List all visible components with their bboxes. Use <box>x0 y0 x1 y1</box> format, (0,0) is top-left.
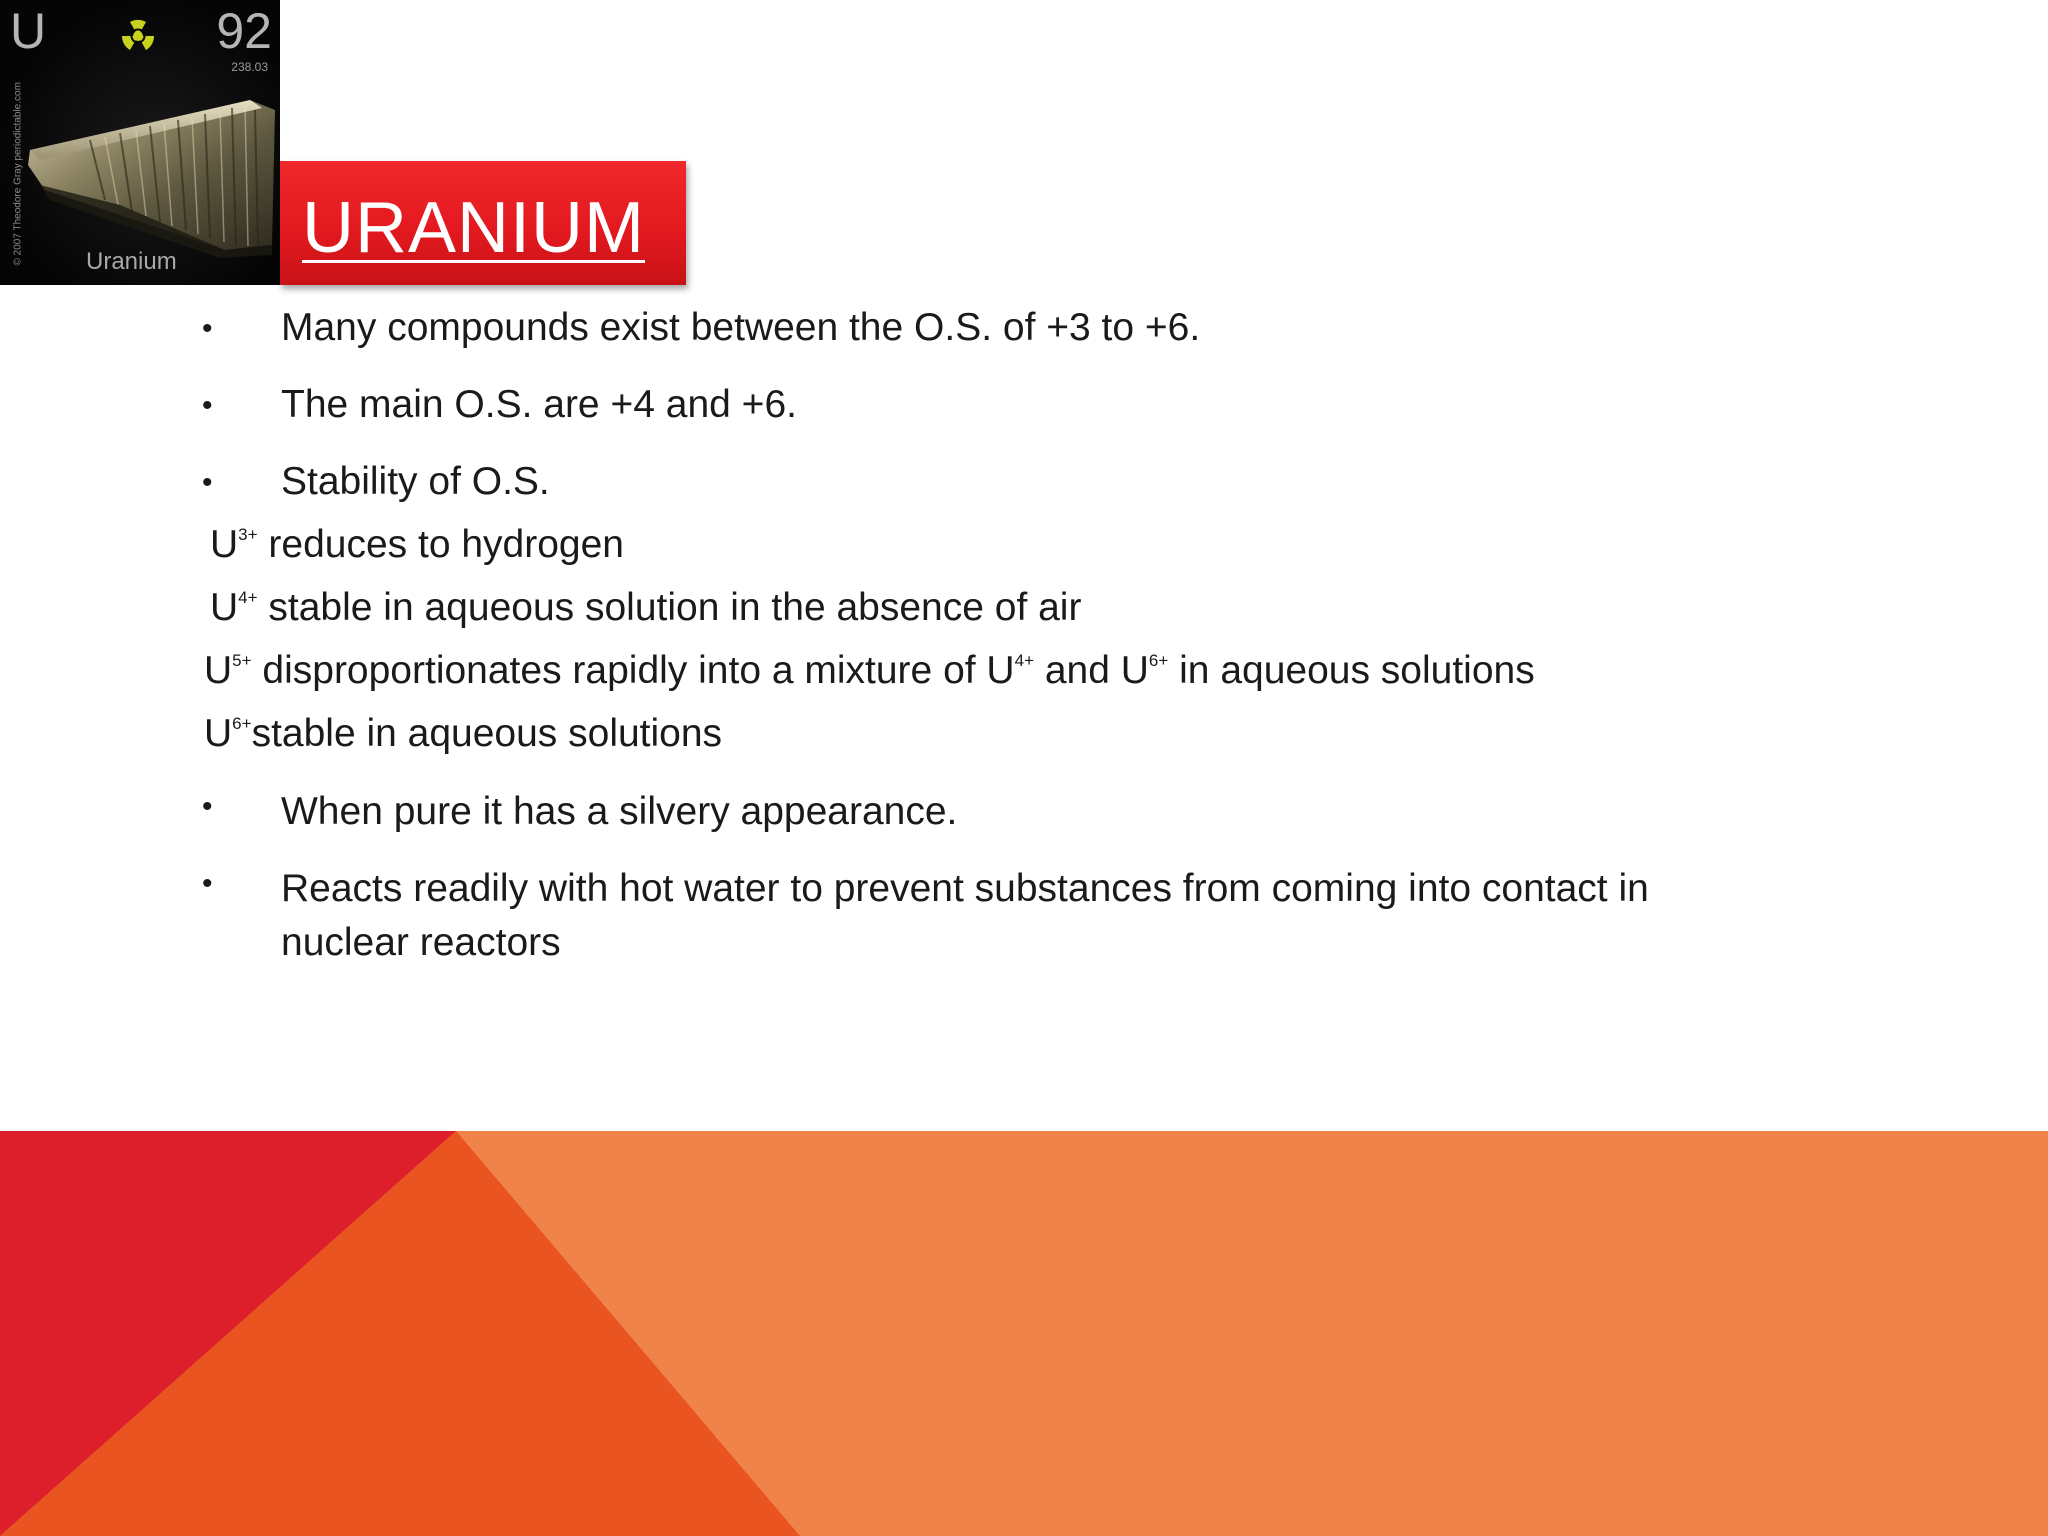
bottom-decoration <box>0 1131 2048 1536</box>
ion-charge: 5+ <box>232 651 252 670</box>
ion-charge: 6+ <box>1148 651 1169 670</box>
stability-line-u6 <box>204 712 722 756</box>
ion-charge: 6+ <box>232 714 252 733</box>
stability-text: disproportionates rapidly into a mixture of U <box>251 649 1015 692</box>
ion-charge: 3+ <box>238 525 258 544</box>
stability-text: reduces to hydrogen <box>257 523 624 566</box>
atomic-mass: 238.03 <box>231 60 268 74</box>
bullet-text: When pure it has a silvery appearance. <box>281 790 958 833</box>
uranium-element-image <box>0 0 280 285</box>
slide-title: URANIUM <box>302 188 645 268</box>
stability-line-u3 <box>210 523 624 567</box>
ion-symbol: U <box>204 649 233 692</box>
ion-symbol: U <box>210 523 239 566</box>
stability-text: stable in aqueous solution in the absence of air <box>257 586 1082 629</box>
radiation-icon <box>112 10 164 62</box>
stability-text: in aqueous solutions <box>1168 649 1535 692</box>
ion-charge: 4+ <box>1014 651 1034 670</box>
atomic-number: 92 <box>216 3 272 59</box>
bullet-text: Many compounds exist between the O.S. of +3 to +6. <box>281 306 1201 349</box>
stability-text: and U <box>1034 649 1149 692</box>
bullet-marker: • <box>202 867 213 900</box>
bullet-text-continued: nuclear reactors <box>281 921 561 964</box>
title-banner <box>280 161 686 285</box>
bullet-text: Stability of O.S. <box>281 460 550 503</box>
stability-line-u4 <box>210 586 1081 630</box>
element-name: Uranium <box>86 248 177 275</box>
bullet-marker: • <box>202 389 213 422</box>
bullet-text: Reacts readily with hot water to prevent substances from coming into contact in <box>281 867 1649 910</box>
bullet-marker: • <box>202 790 213 823</box>
ion-symbol: U <box>210 586 239 629</box>
ion-charge: 4+ <box>238 588 258 607</box>
bullet-marker: • <box>202 312 213 345</box>
image-credit: © 2007 Theodore Gray periodictable.com <box>12 82 24 266</box>
stability-text: stable in aqueous solutions <box>251 712 723 755</box>
stability-line-u5 <box>204 649 1535 693</box>
element-symbol: U <box>10 3 47 59</box>
bullet-marker: • <box>202 466 213 499</box>
ion-symbol: U <box>204 712 233 755</box>
bullet-text: The main O.S. are +4 and +6. <box>281 383 797 426</box>
